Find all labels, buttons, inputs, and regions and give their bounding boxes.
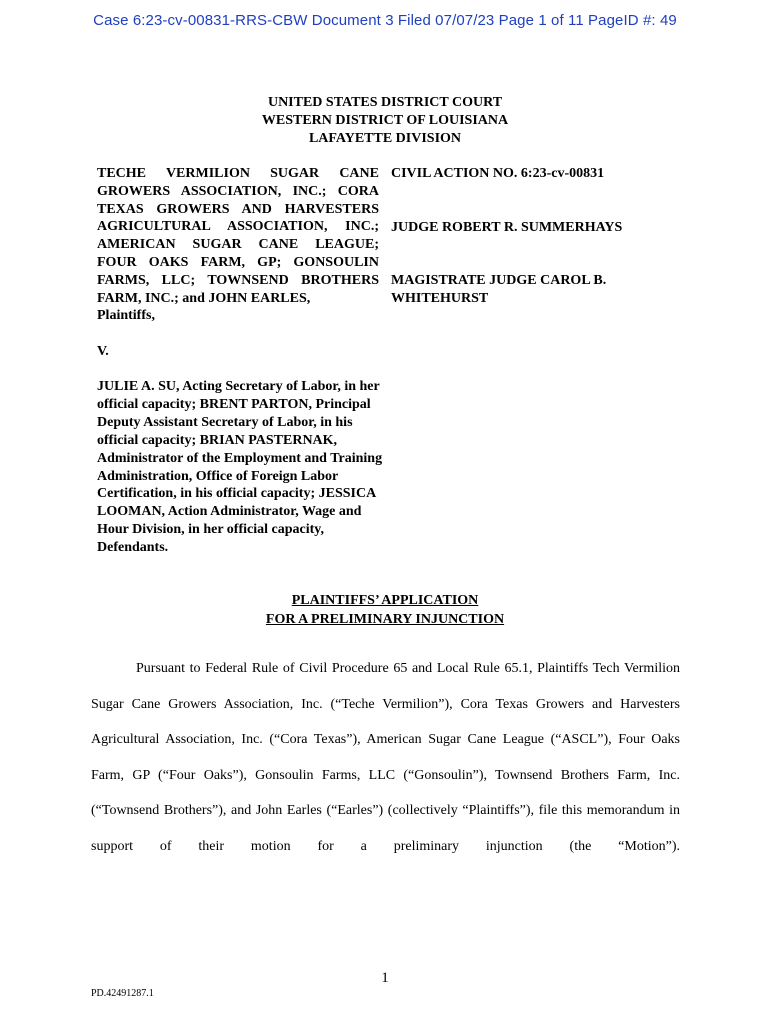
body-paragraph xyxy=(91,651,680,865)
court-division: LAFAYETTE DIVISION xyxy=(308,131,462,146)
court-name: UNITED STATES DISTRICT COURT xyxy=(267,95,503,110)
page-number: 1 xyxy=(381,970,389,986)
civil-action-number: CIVIL ACTION NO. 6:23-cv-00831 xyxy=(391,166,605,181)
document-id: PD.42491287.1 xyxy=(91,988,154,999)
court-caption xyxy=(0,94,770,148)
defendants-block xyxy=(97,378,387,557)
plaintiffs-block xyxy=(97,165,379,325)
plaintiffs-label: Plaintiffs, xyxy=(97,308,155,324)
title-line-2: FOR A PRELIMINARY INJUNCTION xyxy=(265,612,505,627)
title-line-1: PLAINTIFFS’ APPLICATION xyxy=(291,593,479,608)
filing-header: Case 6:23-cv-00831-RRS-CBW Document 3 Filed 07/07/23 Page 1 of 11 PageID #: 49 xyxy=(93,12,677,29)
judge-name: JUDGE ROBERT R. SUMMERHAYS xyxy=(391,220,623,235)
versus-label: V. xyxy=(97,344,109,359)
defendants-label: Defendants. xyxy=(97,540,169,556)
defendants-names: JULIE A. SU, Acting Secretary of Labor, in her official capacity; BRENT PARTON, Principal Deputy Assistant Secretary of Labor, in his official capacity; BRIAN PASTERNAK, Administrator of the Employment and Training Administration, Office of Foreign Labor Certification, in his official capacity; JESSICA LOOMAN, Action Administrator, Wage and Hour Division, in her official capacity, xyxy=(97,379,383,538)
magistrate-judge-name: MAGISTRATE JUDGE CAROL B. WHITEHURST xyxy=(391,273,607,306)
plaintiffs-names: TECHE VERMILION SUGAR CANE GROWERS ASSOCIATION, INC.; CORA TEXAS GROWERS AND HARVESTERS AGRICULTURAL ASSOCIATION, INC.; AMERICAN SUGAR CANE LEAGUE; FOUR OAKS FARM, GP; GONSOULIN FARMS, LLC; TOWNSEND BROTHERS FARM, INC.; and JOHN EARLES, xyxy=(97,166,379,306)
court-district: WESTERN DISTRICT OF LOUISIANA xyxy=(261,113,509,128)
body-text: Pursuant to Federal Rule of Civil Procedure 65 and Local Rule 65.1, Plaintiffs Tech Vermilion Sugar Cane Growers Association, Inc. (“Teche Vermilion”), Cora Texas Growers and Harvesters Agricultural Association, Inc. (“Cora Texas”), American Sugar Cane League (“ASCL”), Four Oaks Farm, GP (“Four Oaks”), Gonsoulin Farms, LLC (“Gonsoulin”), Townsend Brothers Farm, Inc. (“Townsend Brothers”), and John Earles (“Earles”) (collectively “Plaintiffs”), file this memorandum in support of their motion for a preliminary injunction (the “Motion”). xyxy=(91,661,680,854)
document-title xyxy=(0,591,770,629)
